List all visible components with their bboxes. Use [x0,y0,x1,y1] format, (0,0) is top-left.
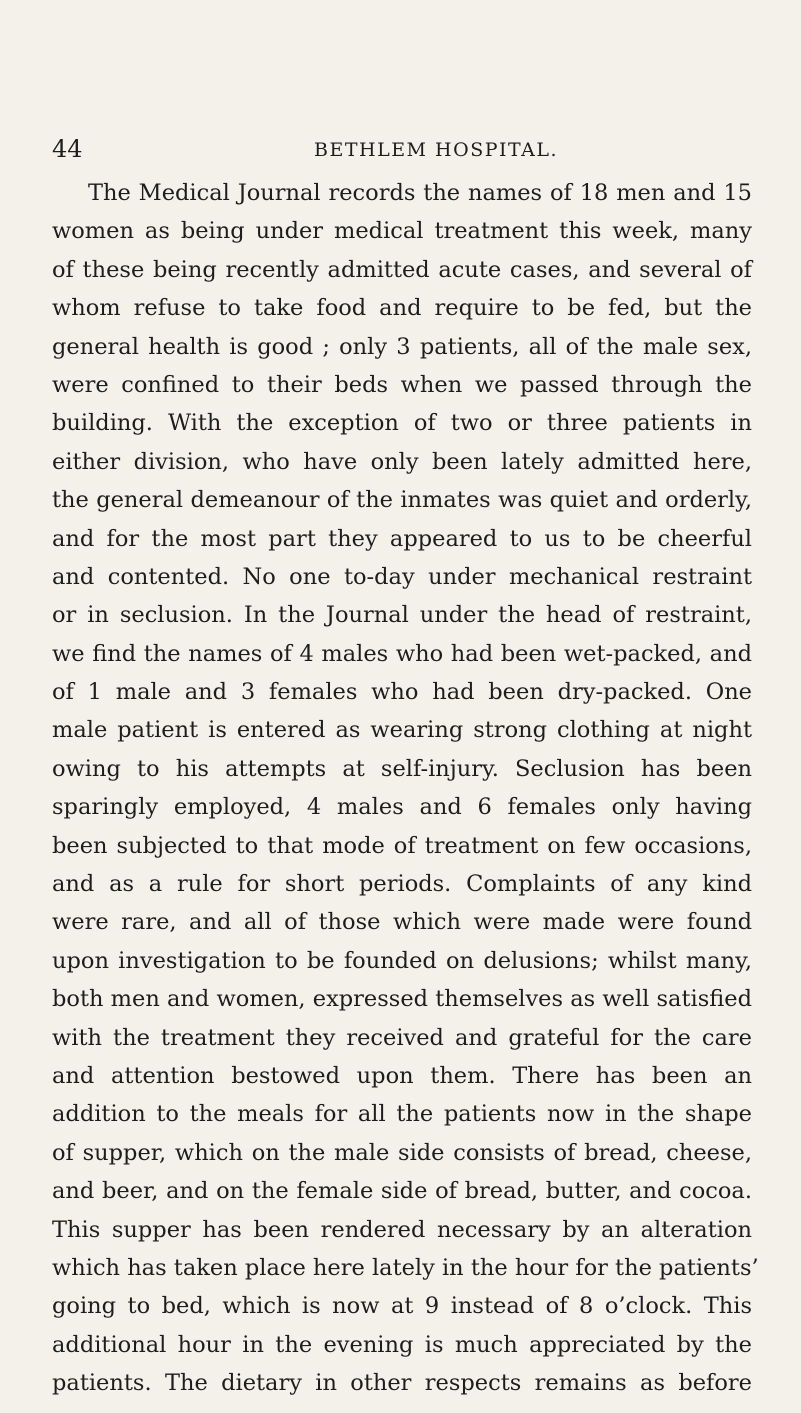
body-paragraph [52,174,759,1403]
text-line: of these being recently admitted acute cases, and several of [52,256,752,283]
text-line: sparingly employed, 4 males and 6 females only having [52,794,752,821]
text-line: going to bed, which is now at 9 instead of 8 o’clock. This [52,1293,752,1320]
text-line: This supper has been rendered necessary by an alteration [52,1216,752,1243]
text-line: building. With the exception of two or three patients in [52,410,752,437]
text-line: with the treatment they received and grateful for the care [52,1024,752,1051]
text-line: addition to the meals for all the patients now in the shape [52,1101,752,1128]
text-line: both men and women, expressed themselves as well satisfied [52,986,752,1013]
text-line: and contented. No one to-day under mechanical restraint [52,563,752,590]
text-line: the general demeanour of the inmates was quiet and orderly, [52,487,752,514]
text-line: and attention bestowed upon them. There has been an [52,1062,752,1089]
page-number: 44 [52,135,83,163]
text-line: of supper, which on the male side consists of bread, cheese, [52,1139,752,1166]
page-header [0,134,801,164]
text-line: either division, who have only been lately admitted here, [52,448,752,475]
text-line: were rare, and all of those which were made were found [52,909,752,936]
running-title: BETHLEM HOSPITAL. [314,139,559,161]
text-line: male patient is entered as wearing strong clothing at night [52,717,752,744]
text-line: whom refuse to take food and require to be fed, but the [52,295,752,322]
text-line: been subjected to that mode of treatment on few occasions, [52,832,752,859]
text-line: and for the most part they appeared to us to be cheerful [52,525,752,552]
text-line: upon investigation to be founded on delusions; whilst many, [52,947,752,974]
text-line: or in seclusion. In the Journal under the head of restraint, [52,602,752,629]
text-line: of 1 male and 3 females who had been dry-packed. One [52,679,752,706]
text-line: general health is good ; only 3 patients, all of the male sex, [52,333,752,360]
text-line: and as a rule for short periods. Complaints of any kind [52,871,752,898]
text-line: were confined to their beds when we passed through the [52,371,752,398]
text-line: which has taken place here lately in the hour for the patients’ [52,1254,759,1281]
text-line: additional hour in the evening is much appreciated by the [52,1331,752,1358]
text-line: owing to his attempts at self-injury. Seclusion has been [52,755,752,782]
text-line: and beer, and on the female side of bread, butter, and cocoa. [52,1178,752,1205]
text-line: we find the names of 4 males who had been wet-packed, and [52,640,752,667]
text-line: The Medical Journal records the names of 18 men and 15 [88,180,752,206]
text-line: patients. The dietary in other respects remains as before [52,1370,752,1397]
text-line: women as being under medical treatment this week, many [52,218,752,245]
